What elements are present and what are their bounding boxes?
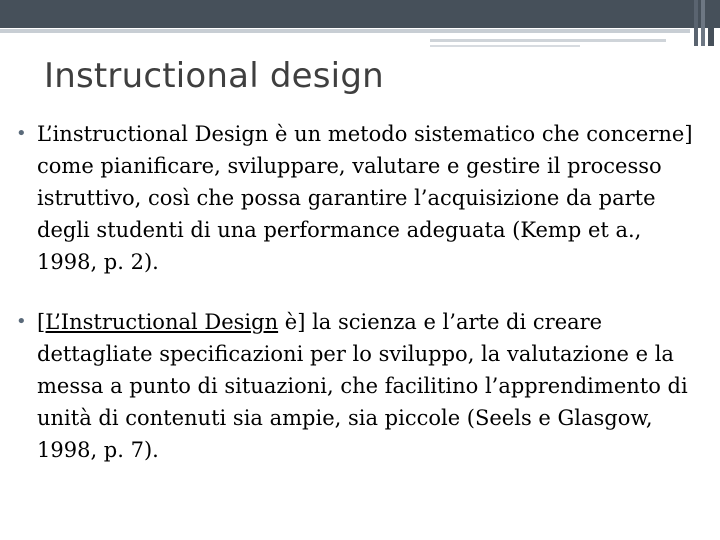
bullet-item bbox=[16, 306, 706, 466]
bullet-icon: • bbox=[16, 311, 27, 332]
slide-body bbox=[16, 118, 706, 466]
bullet-item bbox=[16, 118, 706, 278]
title-decoration-lines bbox=[0, 29, 720, 49]
slide-header-band bbox=[0, 0, 720, 28]
decoration-line bbox=[430, 45, 580, 47]
bullet-icon: • bbox=[16, 123, 27, 144]
bullet-text-rest: è] la scienza e l’arte di creare dettagliate specificazioni per lo sviluppo, la valutazione e la messa a punto di situazioni, che facilitino l’apprendimento di unità di contenuti sia ampie, sia piccole (Seels e Glasgow, 1998, p. 7). bbox=[37, 310, 688, 462]
underlined-term: [L’Instructional Design bbox=[37, 310, 279, 334]
decoration-line bbox=[0, 29, 690, 33]
slide-title: Instructional design bbox=[44, 56, 384, 96]
decoration-line bbox=[430, 39, 666, 42]
bullet-text: L’instructional Design è un metodo sistematico che concerne] come pianificare, sviluppare, valutare e gestire il processo istruttivo, così che possa garantire l’acquisizione da parte degli studenti di una performance adeguata (Kemp et a., 1998, p. 2). bbox=[37, 122, 693, 274]
bullet-text bbox=[37, 306, 706, 466]
